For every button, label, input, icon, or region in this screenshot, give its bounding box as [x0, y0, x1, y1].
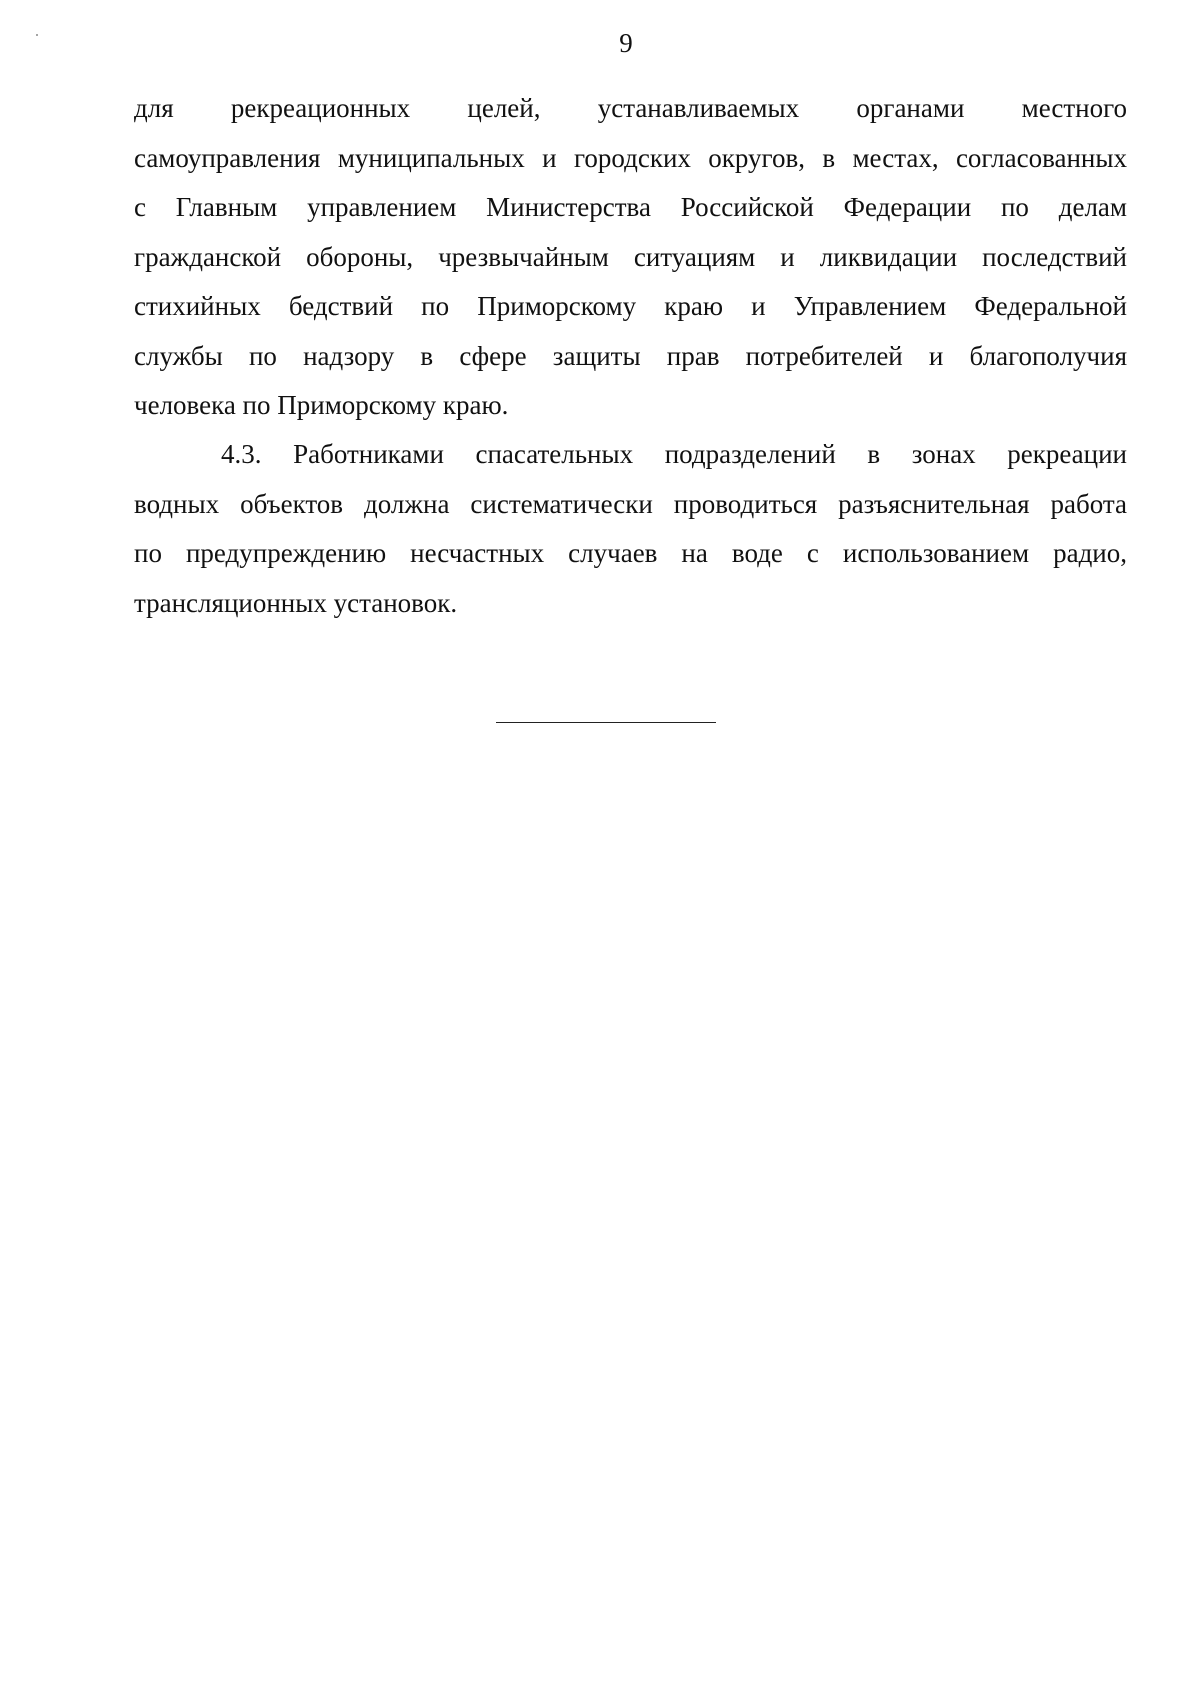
text-line: человека по Приморскому краю.	[134, 390, 509, 420]
text-line: стихийных бедствий по Приморскому краю и Управлением Федеральной	[134, 291, 1127, 321]
text-line: службы по надзору в сфере защиты прав потребителей и благополучия	[134, 340, 1127, 371]
paragraph-4-3	[134, 430, 1127, 628]
page-number: 9	[619, 28, 633, 58]
text-line: трансляционных установок.	[134, 587, 458, 618]
text-line: самоуправления муниципальных и городских округов, в местах, согласованных	[134, 142, 1127, 173]
text-line: 4.3. Работниками спасательных подразделений в зонах рекреации	[221, 439, 1127, 469]
end-of-document-rule	[496, 722, 716, 723]
paragraph-continued	[134, 84, 1127, 431]
text-line: гражданской обороны, чрезвычайным ситуациям и ликвидации последствий	[134, 241, 1127, 272]
text-line: водных объектов должна систематически проводиться разъяснительная работа	[134, 488, 1127, 519]
text-line: для рекреационных целей, устанавливаемых органами местного	[134, 93, 1127, 123]
text-line: по предупреждению несчастных случаев на воде с использованием радио,	[134, 538, 1127, 568]
text-line: с Главным управлением Министерства Российской Федерации по делам	[134, 192, 1127, 222]
